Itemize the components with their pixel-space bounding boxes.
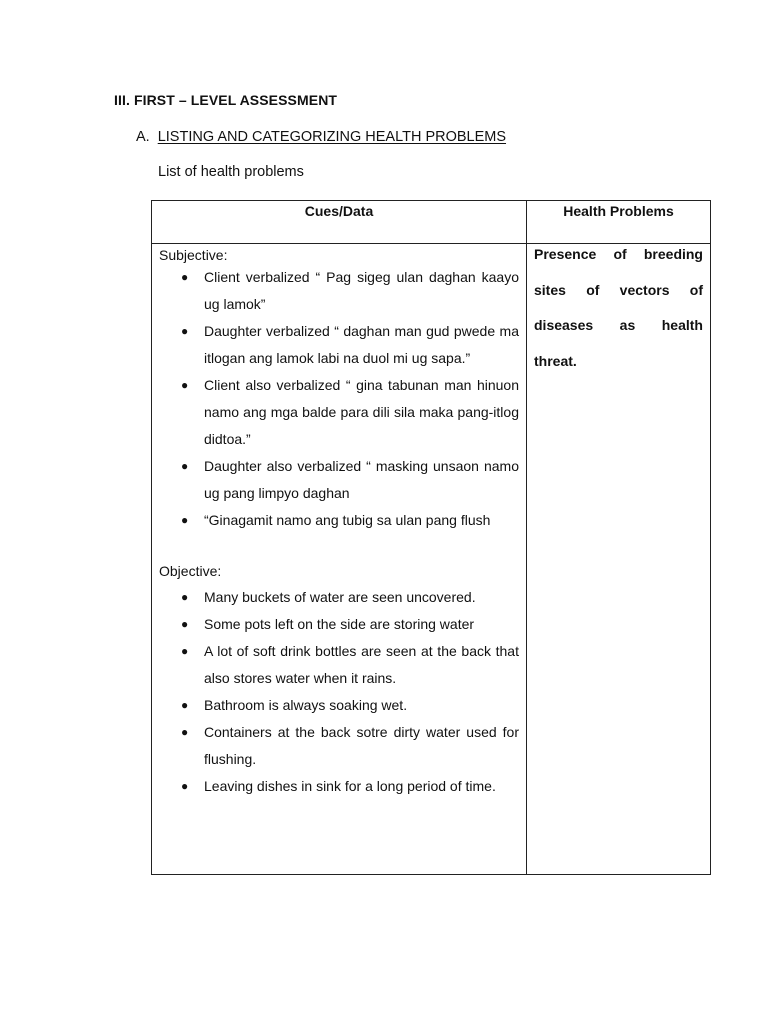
subjective-item bbox=[159, 372, 519, 453]
health-problem-text: Presence of breeding sites of vectors of diseases as health threat. bbox=[534, 246, 703, 369]
objective-item-text: Many buckets of water are seen uncovered. bbox=[204, 589, 476, 605]
bullet-icon: ● bbox=[181, 270, 189, 284]
section-heading: III. FIRST – LEVEL ASSESSMENT bbox=[114, 92, 338, 108]
bullet-icon: ● bbox=[181, 779, 189, 793]
bullet-icon: ● bbox=[181, 617, 189, 631]
subjective-item bbox=[159, 507, 519, 534]
bullet-icon: ● bbox=[181, 590, 189, 604]
objective-item-text: Some pots left on the side are storing water bbox=[204, 616, 475, 632]
subjective-list bbox=[159, 264, 519, 534]
objective-item-text: Bathroom is always soaking wet. bbox=[204, 697, 408, 713]
objective-item bbox=[159, 584, 519, 611]
subjective-item-text: Daughter also verbalized “ masking unsaon namo ug pang limpyo daghan bbox=[204, 458, 519, 501]
subjective-label: Subjective: bbox=[159, 247, 228, 263]
subjective-item-text: Daughter verbalized “ daghan man gud pwede ma itlogan ang lamok labi na duol mi ug sapa.” bbox=[204, 323, 519, 366]
bullet-icon: ● bbox=[181, 698, 189, 712]
health-problem-cell bbox=[527, 244, 711, 875]
bullet-icon: ● bbox=[181, 459, 189, 473]
bullet-icon: ● bbox=[181, 378, 189, 392]
subsection-marker: A. bbox=[136, 129, 150, 145]
subjective-item-text: “Ginagamit namo ang tubig sa ulan pang flush bbox=[204, 512, 491, 528]
list-caption: List of health problems bbox=[158, 164, 304, 180]
objective-item bbox=[159, 719, 519, 773]
header-cues-data: Cues/Data bbox=[152, 201, 527, 244]
bullet-icon: ● bbox=[181, 324, 189, 338]
objective-label: Objective: bbox=[159, 563, 222, 579]
objective-item bbox=[159, 773, 519, 800]
objective-item bbox=[159, 692, 519, 719]
objective-item-text: A lot of soft drink bottles are seen at the back that also stores water when it rains. bbox=[204, 643, 519, 686]
objective-list bbox=[159, 584, 519, 800]
objective-item bbox=[159, 638, 519, 692]
objective-item bbox=[159, 611, 519, 638]
objective-item-text: Containers at the back sotre dirty water used for flushing. bbox=[204, 724, 519, 767]
subjective-item bbox=[159, 453, 519, 507]
subjective-item bbox=[159, 264, 519, 318]
table-row bbox=[152, 244, 711, 875]
subsection-heading bbox=[136, 129, 506, 145]
bullet-icon: ● bbox=[181, 725, 189, 739]
subjective-item bbox=[159, 318, 519, 372]
subsection-title: LISTING AND CATEGORIZING HEALTH PROBLEMS bbox=[157, 129, 507, 145]
header-health-problems: Health Problems bbox=[527, 201, 711, 244]
health-problems-table bbox=[151, 200, 711, 875]
subjective-item-text: Client verbalized “ Pag sigeg ulan daghan kaayo ug lamok” bbox=[204, 269, 519, 312]
subjective-item-text: Client also verbalized “ gina tabunan man hinuon namo ang mga balde para dili sila maka pang-itlog didtoa.” bbox=[204, 377, 519, 447]
cues-data-cell bbox=[152, 244, 527, 875]
objective-item-text: Leaving dishes in sink for a long period of time. bbox=[204, 778, 496, 794]
bullet-icon: ● bbox=[181, 513, 189, 527]
bullet-icon: ● bbox=[181, 644, 189, 658]
